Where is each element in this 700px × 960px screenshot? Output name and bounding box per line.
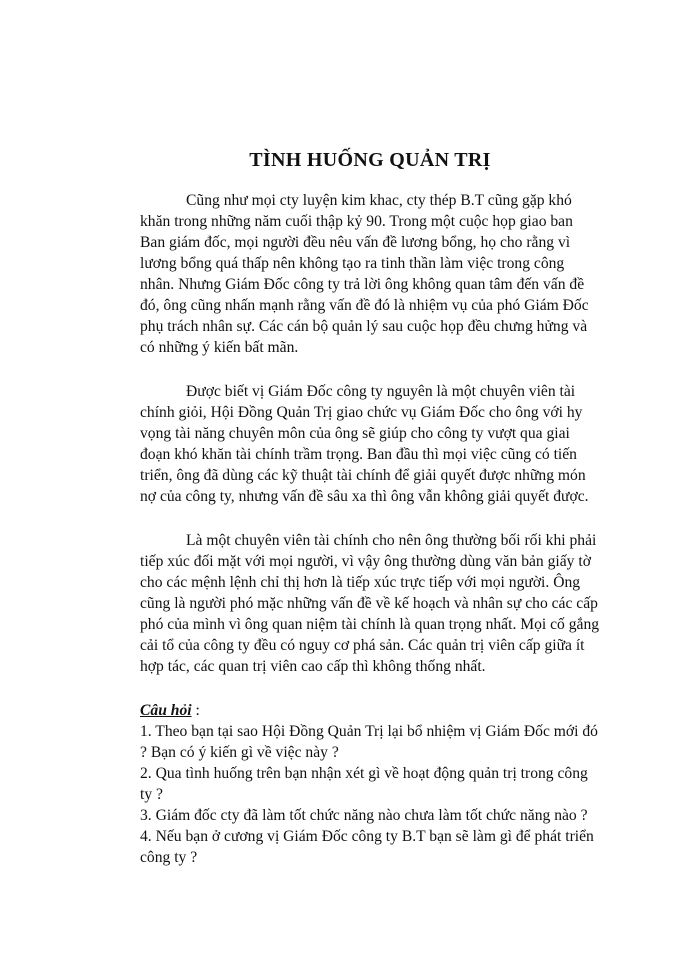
questions-heading (140, 700, 600, 721)
paragraph-2: Được biết vị Giám Đốc công ty nguyên là một chuyên viên tài chính giỏi, Hội Đồng Quản Trị giao chức vụ Giám Đốc cho ông với hy vọng tài năng chuyên môn của ông sẽ giúp cho công ty vượt qua giai đoạn khó khăn tài chính trầm trọng. Ban đầu thì mọi việc cũng có tiến triển, ông đã dùng các kỹ thuật tài chính để giải quyết được những món nợ của công ty, nhưng vấn đề sâu xa thì ông vẫn không giải quyết được. (140, 383, 589, 505)
questions-list (140, 721, 600, 868)
paragraph-3: Là một chuyên viên tài chính cho nên ông thường bối rối khi phải tiếp xúc đối mặt với mọi người, vì vậy ông thường dùng văn bản giấy tờ cho các mệnh lệnh chỉ thị hơn là tiếp xúc trực tiếp với mọi người. Ông cũng là người phó mặc những vấn đề về kế hoạch và nhân sự cho các cấp phó của mình vì ông quan niệm tài chính là quan trọng nhất. Mọi cố gắng cải tổ của công ty đều có nguy cơ phá sản. Các quản trị viên cấp giữa ít hợp tác, các quan trị viên cao cấp thì không thống nhất. (140, 532, 600, 675)
question-1: 1. Theo bạn tại sao Hội Đồng Quản Trị lại bổ nhiệm vị Giám Đốc mới đó ? Bạn có ý kiến gì về việc này ? (140, 723, 598, 761)
document-body (140, 148, 600, 868)
questions-label: Câu hỏi (140, 702, 192, 719)
document-title: TÌNH HUỐNG QUẢN TRỊ (249, 149, 491, 171)
question-4: 4. Nếu bạn ở cương vị Giám Đốc công ty B.T bạn sẽ làm gì để phát triển công ty ? (140, 828, 594, 866)
paragraph-1: Cũng như mọi cty luyện kim khac, cty thép B.T cũng gặp khó khăn trong những năm cuối thập kỷ 90. Trong một cuộc họp giao ban Ban giám đốc, mọi người đều nêu vấn đề lương bổng, họ cho rằng vì lương bổng quá thấp nên không tạo ra tinh thần làm việc trong công nhân. Nhưng Giám Đốc công ty trả lời ông không quan tâm đến vấn đề đó, ông cũng nhấn mạnh rằng vấn đề đó là nhiệm vụ của phó Giám Đốc phụ trách nhân sự. Các cán bộ quản lý sau cuộc họp đều chưng hửng và có những ý kiến bất mãn. (140, 192, 589, 356)
question-2: 2. Qua tình huống trên bạn nhận xét gì về hoạt động quản trị trong công ty ? (140, 765, 588, 803)
question-3: 3. Giám đốc cty đã làm tốt chức năng nào chưa làm tốt chức năng nào ? (140, 807, 588, 824)
questions-label-suffix: : (191, 702, 200, 719)
